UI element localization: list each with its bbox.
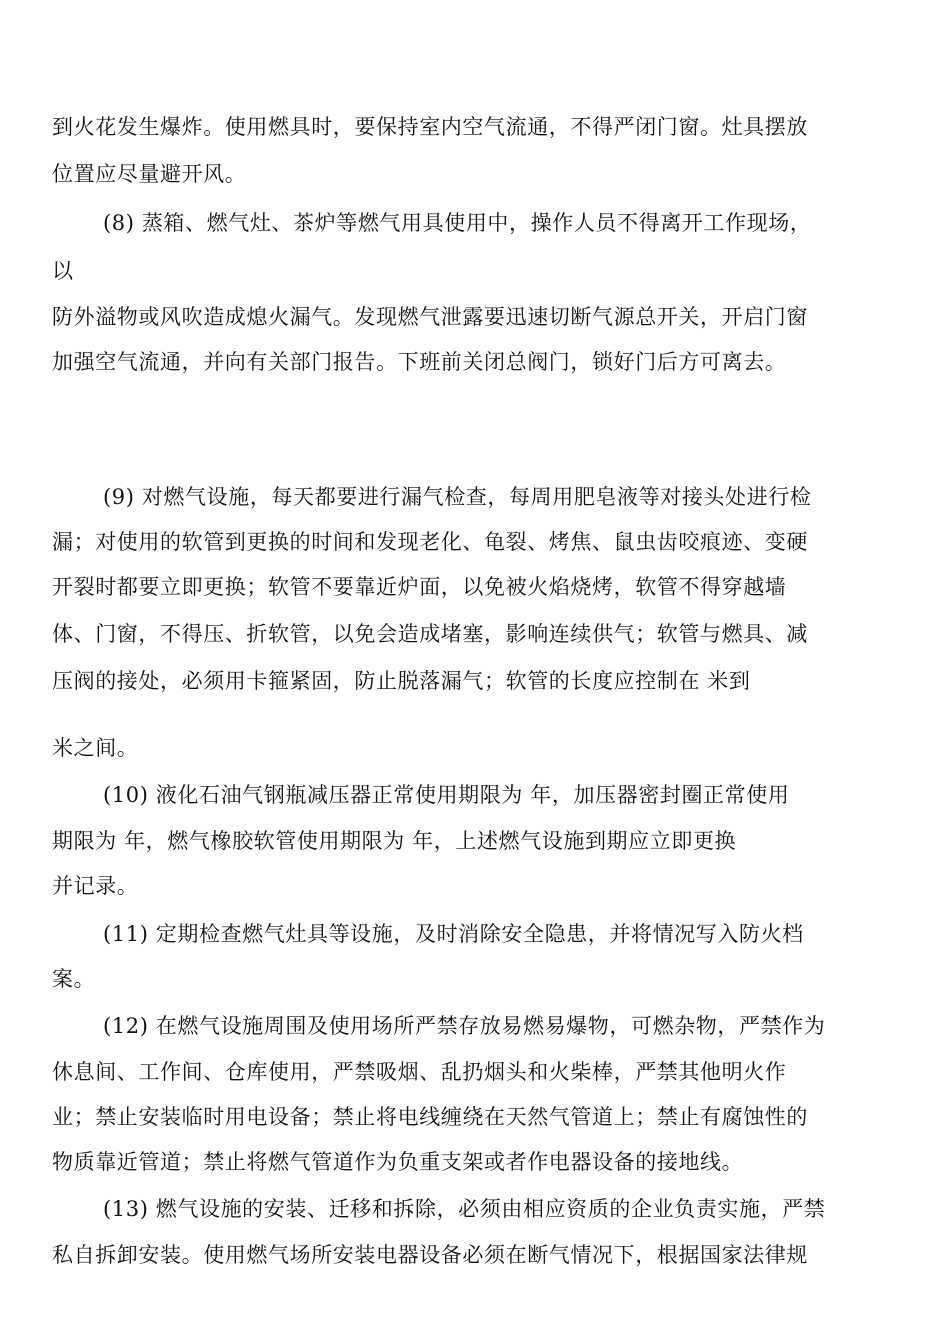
clause-11-line-1: (11) 定期检查燃气灶具等设施，及时消除安全隐患，并将情况写入防火档 bbox=[103, 922, 804, 946]
clause-9-line-2: 漏；对使用的软管到更换的时间和发现老化、龟裂、烤焦、鼠虫齿咬痕迹、变硬 bbox=[52, 530, 808, 554]
clause-9-line-4: 体、门窗，不得压、折软管，以免会造成堵塞，影响连续供气；软管与燃具、减 bbox=[52, 622, 808, 646]
clause-10-line-1: (10) 液化石油气钢瓶减压器正常使用期限为 年，加压器密封圈正常使用 bbox=[103, 783, 790, 807]
clause-10-line-2: 期限为 年，燃气橡胶软管使用期限为 年，上述燃气设施到期应立即更换 bbox=[52, 829, 737, 853]
clause-9-line-3: 开裂时都要立即更换；软管不要靠近炉面，以免被火焰烧烤，软管不得穿越墙 bbox=[52, 575, 787, 599]
clause-8-line-4: 加强空气流通，并向有关部门报告。下班前关闭总阀门，锁好门后方可离去。 bbox=[52, 350, 787, 374]
clause-8-line-1: (8) 蒸箱、燃气灶、茶炉等燃气用具使用中，操作人员不得离开工作现场， bbox=[103, 211, 812, 235]
clause-9-line-6: 米之间。 bbox=[52, 736, 139, 760]
clause-12-line-4: 物质靠近管道；禁止将燃气管道作为负重支架或者作电器设备的接地线。 bbox=[52, 1150, 744, 1174]
clause-8-line-2: 以 bbox=[52, 259, 74, 283]
clause-13-line-2: 私自拆卸安装。使用燃气场所安装电器设备必须在断气情况下，根据国家法律规 bbox=[52, 1243, 808, 1267]
clause-13-line-1: (13) 燃气设施的安装、迁移和拆除，必须由相应资质的企业负责实施，严禁 bbox=[103, 1197, 826, 1221]
clause-12-line-2: 休息间、工作间、仓库使用，严禁吸烟、乱扔烟头和火柴棒，严禁其他明火作 bbox=[52, 1060, 787, 1084]
text-line-2: 位置应尽量避开风。 bbox=[52, 162, 247, 186]
clause-8-line-3: 防外溢物或风吹造成熄火漏气。发现燃气泄露要迅速切断气源总开关，开启门窗 bbox=[52, 305, 808, 329]
text-line-1: 到火花发生爆炸。使用燃具时，要保持室内空气流通，不得严闭门窗。灶具摆放 bbox=[52, 115, 808, 139]
clause-12-line-3: 业；禁止安装临时用电设备；禁止将电线缠绕在天然气管道上；禁止有腐蚀性的 bbox=[52, 1105, 808, 1129]
clause-10-line-3: 并记录。 bbox=[52, 874, 139, 898]
clause-9-line-5: 压阀的接处，必须用卡箍紧固，防止脱落漏气；软管的长度应控制在 米到 bbox=[52, 669, 751, 693]
clause-12-line-1: (12) 在燃气设施周围及使用场所严禁存放易燃易爆物，可燃杂物，严禁作为 bbox=[103, 1014, 826, 1038]
clause-11-line-2: 案。 bbox=[52, 967, 96, 991]
clause-9-line-1: (9) 对燃气设施，每天都要进行漏气检查，每周用肥皂液等对接头处进行检 bbox=[103, 485, 812, 509]
